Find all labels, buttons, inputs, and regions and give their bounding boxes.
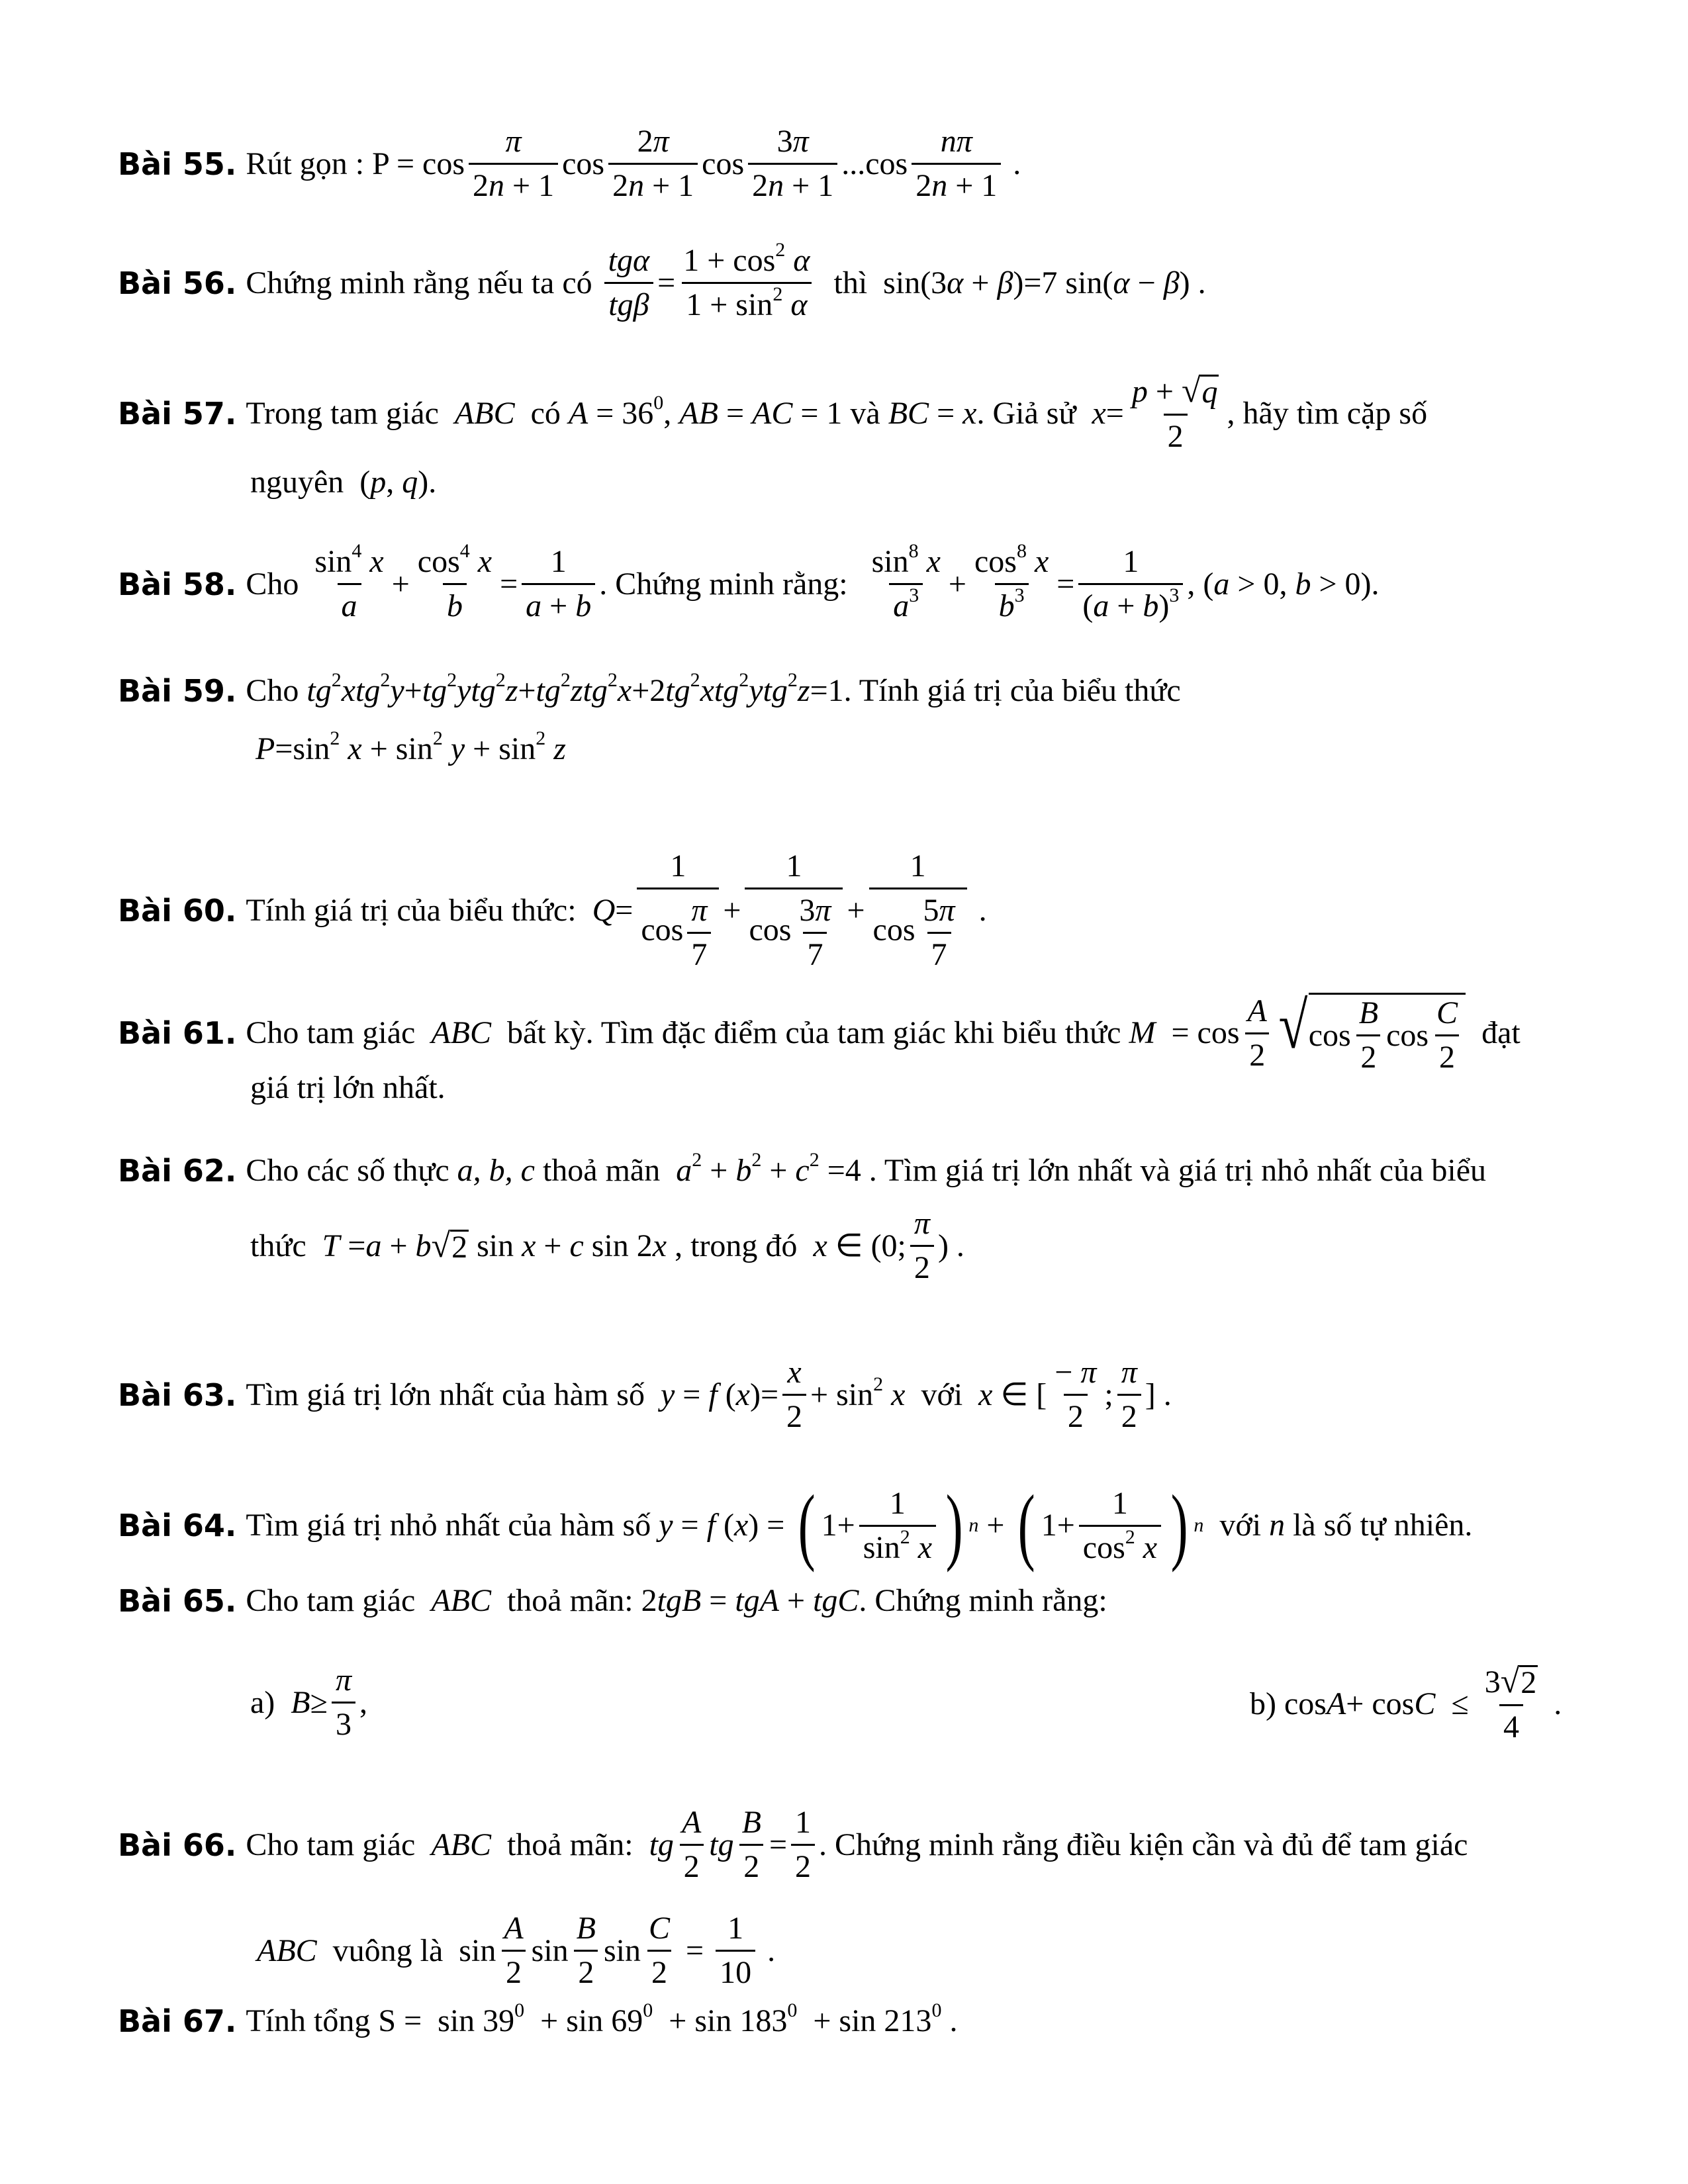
problem-label: Bài 59. <box>118 673 237 709</box>
problem-label: Bài 57. <box>118 395 237 432</box>
problem-label: Bài 67. <box>118 2003 237 2039</box>
problem-label: Bài 55. <box>118 146 237 182</box>
problem-label: Bài 56. <box>118 265 237 301</box>
problem-label: Bài 60. <box>118 893 237 929</box>
problem-label: Bài 63. <box>118 1377 237 1413</box>
problem-label: Bài 58. <box>118 566 237 602</box>
problem-label: Bài 62. <box>118 1153 237 1189</box>
problem-label: Bài 65. <box>118 1583 237 1619</box>
document-page: Bài 55. Rút gọn : P = cos $\frac{\pi}{2n + 1}$ cos $\frac{2\pi}{2n + 1}$ cos $\frac{3\pi}{2n + 1}$ ...cos $\frac{n\pi}{2n + 1}$ . Bài 56. Chứng minh rằng nếu ta có $\frac{\text{tgα}}{\text{tgβ}}$ = $\frac{1 + \cos^2 \alpha}{1 + \sin^2 \alpha}$ thì sin(3α + β)=7 sin(α − β) . Bài 57. Trong tam giác ABC có $A = 36^0$, AB = AC = 1 và BC = x. Giả sử x= p + √ q 2 , hãy tìm cặp số nguyên (p, q). Bài 58. Cho $\frac{\sin^4 x}{a}$ + $\frac{\cos^4 x}{b}$ = $\frac{1}{a + b}$ . Chứng minh rằng: $\frac{\sin^8 x}{a^3}$ + $\frac{\cos^8 x}{b^3}$ = $\frac{1}{(a + b)^3}$ , (a > 0, b > 0). Bài 59. Cho $tg^2xtg^2y+tg^2ytg^2z+tg^2ztg^2x+2tg^2xtg^2ytg^2z=1$. Tính giá trị của biểu thức $P=\sin^2$ $x + \sin^2 y + \sin^2 z$ Bài 60. Tính giá trị của biểu thức: Q= 1 cos $\frac{\pi}{7}$ + 1 cos $\frac{3\pi}{7}$ + 1 cos $\frac{5\pi}{7}$ . Bài 61. Cho tam giác ABC bất kỳ. Tìm đặc điểm của tam giác khi biểu thức M = cos $\frac{A}{2}$ √ cos $\frac{B}{2}$ cos $\frac{C}{2}$ đạt giá trị lớn nhất. Bài 62. Cho các số thực a, b, c thoả mãn $a^2 + b^2 + c^2 =4$ . Tìm giá trị lớn nhất và giá trị nhỏ nhất của biểu thức T =a + b √ 2 sin x + c sin 2x , trong đó x ∈ (0; $\frac{\pi}{2}$ ) . Bài 63. Tìm giá trị lớn nhất của hàm số y = f (x)= $\frac{x}{2}$ + $\sin^2 x$ với x ∈ [ $\frac{- \pi}{2}$ ; $\frac{\pi}{2}$ ] . Bài 64. Tìm giá trị nhỏ nhất của hàm số y = f (x) = ( 1+ $\frac{1}{\sin^2 x}$ ) n + ( 1+ $\frac{1}{\cos^2 x}$ ) n với n là số tự nhiên. Bài 65. Cho tam giác ABC thoả mãn: 2tgB = tgA + tgC. Chứng minh rằng: a) B≥ $\frac{\pi}{3}$ , b) cosA+ cosC ≤ 3 √ 2 4 . Bài 66. Cho tam giác ABC thoả mãn: tg $\frac{A}{2}$ tg $\frac{B}{2}$ = $\frac{1}{2}$ . Chứng minh rằng điều kiện cần và đủ để tam giác ABC vuông là sin $\frac{A}{2}$ sin $\frac{B}{2}$ sin $\frac{C}{2}$ = $\frac{1}{10}$ . Bài 67. Tính tổng $S = \sin 39^0 + \sin 69^0 + \sin 183^0 + \sin 213^0$ . <box>118 124 1562 2039</box>
problem-label: Bài 61. <box>118 1015 237 1051</box>
problem-label: Bài 64. <box>118 1508 237 1543</box>
problem-label: Bài 66. <box>118 1827 237 1863</box>
